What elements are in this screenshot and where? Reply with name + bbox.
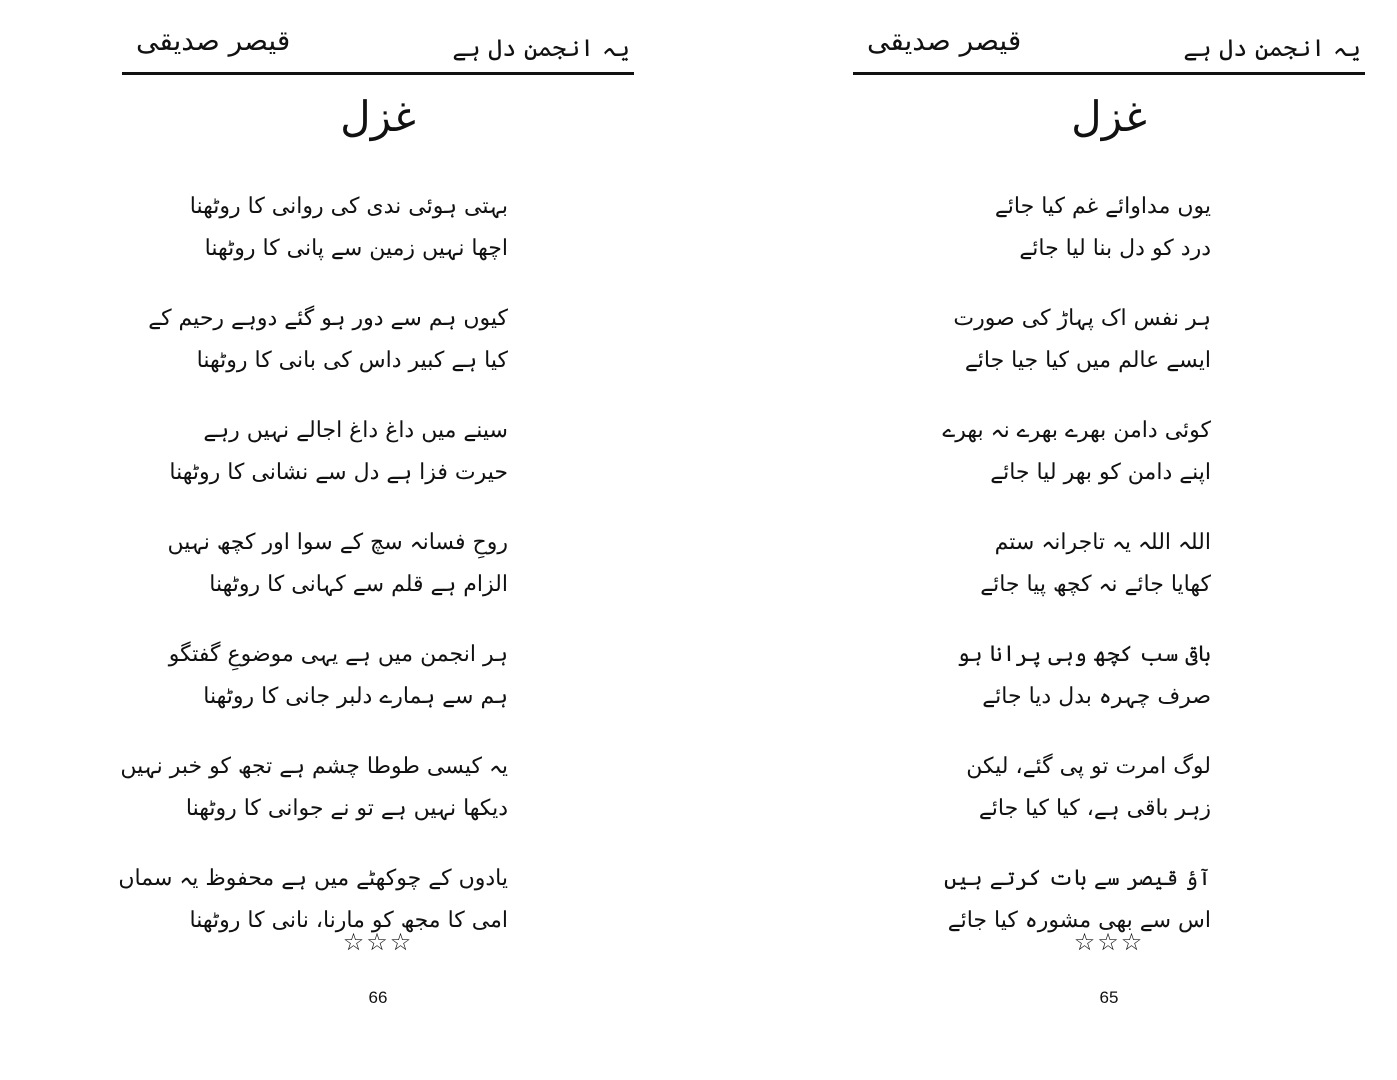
couplet (949, 298, 1211, 410)
page-left (118, 0, 634, 1080)
verse-line: الزام ہے قلم سے کہانی کا روٹھنا (209, 572, 508, 597)
verse-line: صرف چہرہ بدل دیا جائے (982, 684, 1211, 709)
verse-line: ایسے عالم میں کیا جیا جائے (964, 348, 1211, 373)
author-name: قیصر صدیقی (136, 24, 291, 57)
verse-line: درد کو دل بنا لیا جائے (1019, 236, 1211, 261)
poem-body (942, 186, 1211, 970)
verse-line: لوگ امرت تو پی گئے، لیکن (966, 754, 1211, 779)
verse-line: حیرت فزا ہے دل سے نشانی کا روٹھنا (169, 460, 508, 485)
page-number: 66 (368, 988, 388, 1007)
verse-line: اللہ اللہ یہ تاجرانہ ستم (994, 530, 1211, 555)
verse-line: روحِ فسانہ سچ کے سوا اور کچھ نہیں (167, 530, 508, 555)
couplet (148, 298, 508, 410)
couplet (942, 410, 1211, 522)
poem-body (118, 186, 508, 970)
couplet (120, 746, 508, 858)
verse-line: یوں مداوائے غم کیا جائے (994, 194, 1211, 219)
verse-line: زہر باقی ہے، کیا کیا جائے (978, 796, 1211, 821)
couplet (169, 410, 508, 522)
verse-line: آؤ قیصر سے بات کرتے ہیں (944, 866, 1211, 891)
couplet (949, 186, 1211, 298)
page-number: 65 (1099, 988, 1119, 1007)
star-ornament: ☆☆☆ (1073, 928, 1145, 956)
verse-line: کھایا جائے نہ کچھ پیا جائے (980, 572, 1211, 597)
author-name: قیصر صدیقی (867, 24, 1022, 57)
couplet (949, 522, 1211, 634)
couplet (949, 634, 1211, 746)
verse-line: کوئی دامن بھرے بھرے نہ بھرے (942, 418, 1211, 443)
couplet (189, 186, 508, 298)
verse-line: کیا ہے کبیر داس کی بانی کا روٹھنا (196, 348, 508, 373)
verse-line: ہر انجمن میں ہے یہی موضوعِ گفتگو (168, 642, 508, 667)
verse-line: سینے میں داغ داغ اجالے نہیں رہے (203, 418, 508, 443)
verse-line: اپنے دامن کو بھر لیا جائے (990, 460, 1211, 485)
verse-line: کیوں ہم سے دور ہو گئے دوہے رحیم کے (148, 306, 508, 331)
couplet (168, 634, 508, 746)
poem-title: غزل (1071, 92, 1147, 141)
couplet (949, 746, 1211, 858)
verse-line: یادوں کے چوکھٹے میں ہے محفوظ یہ سماں (118, 866, 508, 891)
couplet (167, 522, 508, 634)
verse-line: امی کا مجھ کو مارنا، نانی کا روٹھنا (189, 908, 508, 933)
page-header (122, 22, 634, 75)
verse-line: اچھا نہیں زمین سے پانی کا روٹھنا (204, 236, 508, 261)
poem-title: غزل (340, 92, 416, 141)
verse-line: یہ کیسی طوطا چشم ہے تجھ کو خبر نہیں (120, 754, 508, 779)
page-right (853, 0, 1365, 1080)
book-title: یہ انجمن دل ہے (452, 34, 630, 62)
verse-line: دیکھا نہیں ہے تو نے جوانی کا روٹھنا (185, 796, 508, 821)
verse-line: باقی سب کچھ وہی پرانا ہو (956, 642, 1211, 667)
verse-line: ہم سے ہمارے دلبر جانی کا روٹھنا (203, 684, 508, 709)
verse-line: بہتی ہوئی ندی کی روانی کا روٹھنا (189, 194, 508, 219)
page-header (853, 22, 1365, 75)
star-ornament: ☆☆☆ (342, 928, 414, 956)
book-title: یہ انجمن دل ہے (1183, 34, 1361, 62)
verse-line: ہر نفس اک پہاڑ کی صورت (953, 306, 1211, 331)
verse-line: اس سے بھی مشورہ کیا جائے (947, 908, 1211, 933)
